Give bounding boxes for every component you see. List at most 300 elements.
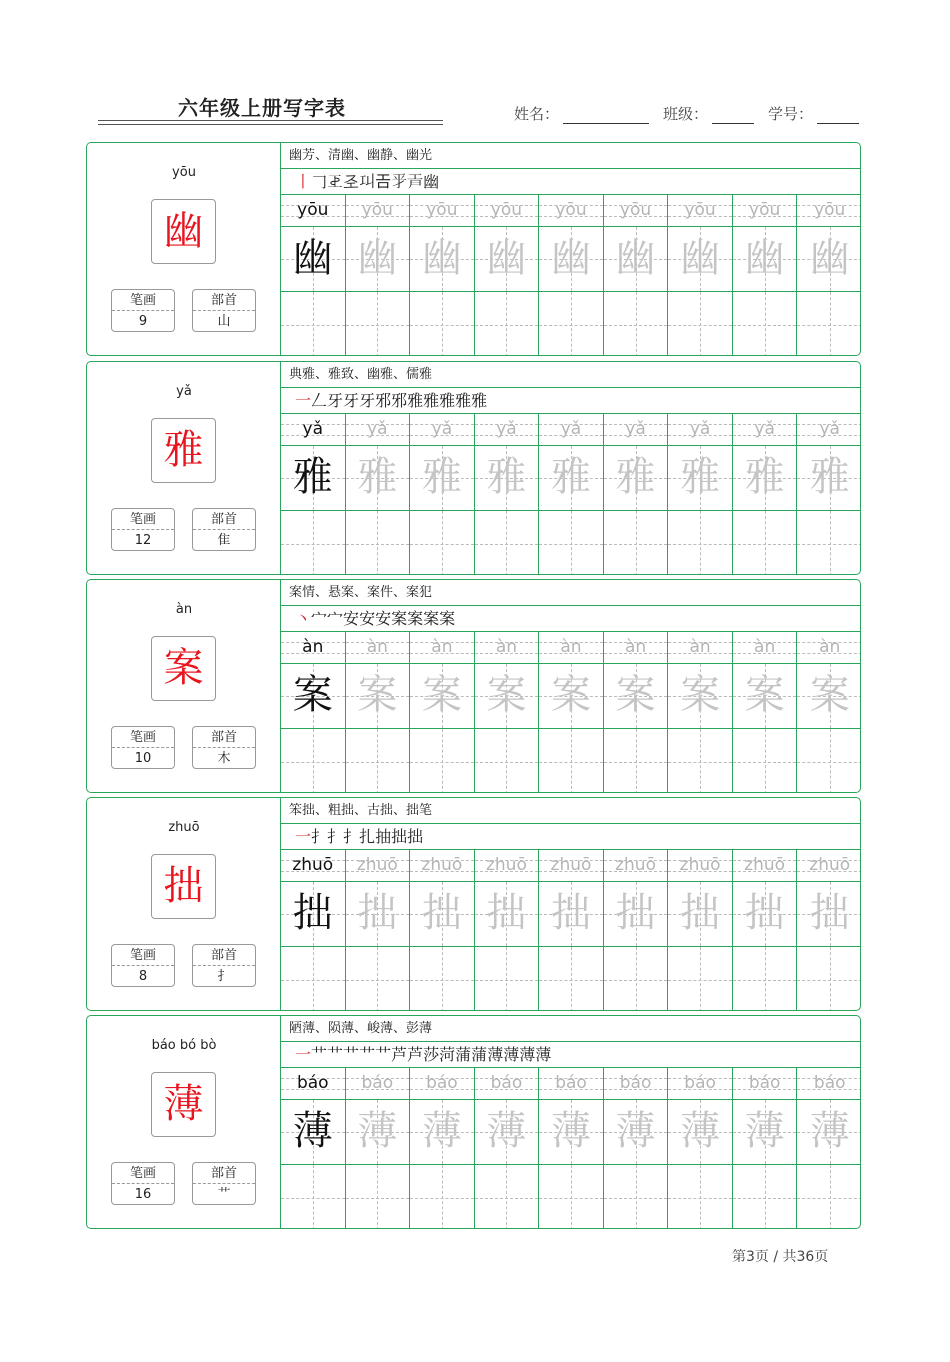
pinyin-band — [475, 1068, 539, 1100]
cell-pinyin: zhuō — [615, 855, 656, 875]
stroke-step: 艹 — [311, 1045, 328, 1064]
character-band — [733, 446, 797, 511]
pinyin-band — [797, 195, 861, 227]
character-band — [281, 1100, 345, 1165]
blank-practice-band[interactable] — [539, 292, 603, 356]
practice-panel — [281, 1016, 861, 1228]
stroke-step: 安 — [359, 609, 376, 628]
tian-guide-line — [733, 1198, 797, 1199]
blank-practice-band[interactable] — [410, 511, 474, 575]
trace-cell[interactable] — [604, 850, 669, 1011]
blank-practice-band[interactable] — [346, 511, 410, 575]
tian-guide-line — [604, 762, 668, 763]
blank-practice-band[interactable] — [539, 947, 603, 1011]
blank-practice-band[interactable] — [668, 947, 732, 1011]
character-band — [281, 227, 345, 292]
blank-practice-band[interactable] — [733, 292, 797, 356]
pinyin-band — [281, 195, 345, 227]
blank-practice-band[interactable] — [410, 292, 474, 356]
stroke-step: 安 — [375, 609, 392, 628]
trace-character: 薄 — [486, 1108, 527, 1154]
student-info-fields — [514, 103, 873, 124]
stroke-count-value: 16 — [134, 1187, 152, 1202]
stroke-count-box — [111, 1162, 175, 1205]
trace-cell[interactable] — [475, 195, 540, 356]
blank-practice-band[interactable] — [475, 729, 539, 793]
cell-pinyin: àn — [754, 637, 776, 657]
trace-cell[interactable] — [346, 850, 411, 1011]
stroke-step: 雅 — [471, 391, 488, 410]
page-header — [0, 0, 950, 140]
trace-cell[interactable] — [797, 414, 861, 575]
card-info-panel — [87, 798, 281, 1010]
stroke-step: 案 — [423, 609, 440, 628]
number-field — [768, 103, 859, 124]
trace-character: 案 — [357, 672, 398, 718]
character-band — [733, 882, 797, 947]
class-blank[interactable] — [712, 106, 754, 124]
character-band — [410, 227, 474, 292]
blank-practice-band[interactable] — [281, 292, 345, 356]
trace-cell[interactable] — [733, 632, 798, 793]
trace-cell[interactable] — [539, 850, 604, 1011]
trace-character: 幽 — [744, 235, 785, 281]
trace-character: 幽 — [615, 235, 656, 281]
tian-guide-line — [410, 762, 474, 763]
stroke-count-box — [111, 508, 175, 551]
cell-pinyin: báo — [361, 1073, 394, 1093]
name-blank[interactable] — [563, 106, 649, 124]
trace-character: 薄 — [421, 1108, 462, 1154]
stroke-step: 薄 — [519, 1045, 536, 1064]
pinyin-band — [346, 1068, 410, 1100]
pinyin-band — [410, 632, 474, 664]
stroke-count-value: 8 — [138, 969, 148, 984]
cell-pinyin: báo — [490, 1073, 523, 1093]
radical-value: 艹 — [217, 1187, 231, 1202]
trace-cell[interactable] — [668, 1068, 733, 1229]
character-band — [733, 1100, 797, 1165]
pinyin-band — [733, 632, 797, 664]
trace-cell[interactable] — [539, 1068, 604, 1229]
stroke-step: 菏 — [439, 1045, 456, 1064]
pinyin-band — [733, 195, 797, 227]
practice-panel — [281, 362, 861, 574]
character-band — [668, 664, 732, 729]
stroke-count-value: 12 — [134, 533, 152, 548]
stroke-step: 一 — [295, 391, 312, 410]
pinyin-band — [539, 195, 603, 227]
example-words: 案情、悬案、案件、案犯 — [281, 580, 861, 606]
radical-value: 木 — [217, 751, 231, 766]
pinyin-band — [539, 414, 603, 446]
blank-practice-band[interactable] — [475, 1165, 539, 1229]
pinyin-band — [604, 632, 668, 664]
featured-character: 雅 — [163, 427, 204, 473]
trace-character: 薄 — [550, 1108, 591, 1154]
blank-practice-band[interactable] — [410, 1165, 474, 1229]
trace-character: 雅 — [809, 454, 850, 500]
stroke-step: 牙 — [327, 391, 344, 410]
character-band — [475, 1100, 539, 1165]
stroke-step: 蒲 — [455, 1045, 472, 1064]
character-band — [346, 446, 410, 511]
example-words: 典雅、雅致、幽雅、儒雅 — [281, 362, 861, 388]
tian-guide-line — [604, 980, 668, 981]
blank-practice-band[interactable] — [281, 511, 345, 575]
pinyin-band — [668, 632, 732, 664]
trace-cell[interactable] — [733, 414, 798, 575]
tian-guide-line — [346, 325, 410, 326]
blank-practice-band[interactable] — [797, 511, 861, 575]
trace-cell[interactable] — [539, 632, 604, 793]
trace-character: 幽 — [550, 235, 591, 281]
trace-character: 雅 — [357, 454, 398, 500]
blank-practice-band[interactable] — [797, 1165, 861, 1229]
stroke-step: 𠃌 — [311, 172, 328, 191]
trace-character: 案 — [421, 672, 462, 718]
trace-cell[interactable] — [797, 632, 861, 793]
stroke-count-box — [111, 289, 175, 332]
stroke-step: 雅 — [423, 391, 440, 410]
blank-practice-band[interactable] — [281, 729, 345, 793]
featured-character: 案 — [163, 645, 204, 691]
blank-practice-band[interactable] — [539, 511, 603, 575]
stroke-step: 一 — [295, 827, 312, 846]
blank-practice-band[interactable] — [604, 511, 668, 575]
trace-cell[interactable] — [668, 632, 733, 793]
stroke-step: 雅 — [455, 391, 472, 410]
trace-cell[interactable] — [410, 195, 475, 356]
cell-pinyin: yōu — [684, 200, 716, 220]
blank-practice-band[interactable] — [733, 729, 797, 793]
cell-pinyin: yōu — [361, 200, 393, 220]
tian-guide-line — [539, 325, 603, 326]
trace-cell[interactable] — [733, 1068, 798, 1229]
blank-practice-band[interactable] — [475, 947, 539, 1011]
pinyin-band — [281, 414, 345, 446]
trace-cell[interactable] — [797, 1068, 861, 1229]
trace-cell[interactable] — [604, 1068, 669, 1229]
stroke-step: 薄 — [503, 1045, 520, 1064]
trace-character: 幽 — [486, 235, 527, 281]
cell-pinyin: yǎ — [431, 419, 453, 439]
title-underline — [98, 120, 443, 121]
cell-pinyin: báo — [748, 1073, 781, 1093]
cell-pinyin: yǎ — [689, 419, 711, 439]
pinyin-band — [281, 1068, 345, 1100]
cell-pinyin: yōu — [490, 200, 523, 220]
tian-guide-line — [281, 544, 345, 545]
stroke-step: 丨 — [295, 172, 312, 191]
blank-practice-band[interactable] — [346, 729, 410, 793]
pinyin-band — [346, 195, 410, 227]
character-band — [281, 882, 345, 947]
name-label: 姓名： — [514, 105, 560, 123]
stroke-step: 案 — [407, 609, 424, 628]
cell-pinyin: yǎ — [754, 419, 775, 439]
trace-cell[interactable] — [475, 414, 540, 575]
stroke-count-label: 笔画 — [112, 1163, 174, 1184]
stroke-count-value: 9 — [138, 314, 148, 329]
stroke-step: 扎 — [359, 827, 376, 846]
tian-guide-line — [475, 980, 539, 981]
cell-pinyin: báo — [296, 1073, 329, 1093]
trace-cell[interactable] — [539, 195, 604, 356]
blank-practice-band[interactable] — [281, 1165, 345, 1229]
tian-guide-line — [797, 1198, 861, 1199]
stroke-step: 幽 — [423, 172, 440, 191]
number-blank[interactable] — [817, 106, 859, 124]
cell-pinyin: báo — [426, 1073, 458, 1093]
blank-practice-band[interactable] — [668, 729, 732, 793]
blank-practice-band[interactable] — [604, 1165, 668, 1229]
stroke-step: 𢀞 — [407, 172, 424, 191]
trace-cell[interactable] — [733, 850, 798, 1011]
trace-cell[interactable] — [733, 195, 798, 356]
pinyin-label: yōu — [172, 165, 196, 180]
cell-pinyin: zhuō — [744, 855, 786, 875]
cell-pinyin: yōu — [619, 200, 652, 220]
stroke-step: 雅 — [407, 391, 424, 410]
radical-value: 山 — [217, 314, 231, 329]
trace-cell[interactable] — [668, 414, 733, 575]
character-band — [475, 882, 539, 947]
character-card — [86, 142, 861, 356]
example-words: 笨拙、粗拙、古拙、拙笔 — [281, 798, 861, 824]
cell-pinyin: yōu — [814, 200, 846, 220]
trace-character: 拙 — [680, 890, 721, 936]
blank-practice-band[interactable] — [281, 947, 345, 1011]
blank-practice-band[interactable] — [733, 1165, 797, 1229]
character-band — [539, 227, 603, 292]
model-cell[interactable] — [281, 195, 346, 356]
trace-cell[interactable] — [797, 850, 861, 1011]
class-field — [663, 103, 754, 124]
blank-practice-band[interactable] — [797, 947, 861, 1011]
stroke-count-label: 笔画 — [112, 727, 174, 748]
trace-character: 雅 — [615, 454, 656, 500]
trace-cell[interactable] — [797, 195, 861, 356]
trace-character: 幽 — [809, 235, 850, 281]
blank-practice-band[interactable] — [410, 947, 474, 1011]
featured-character-box — [151, 636, 216, 701]
blank-practice-band[interactable] — [410, 729, 474, 793]
trace-cell[interactable] — [475, 1068, 540, 1229]
blank-practice-band[interactable] — [604, 729, 668, 793]
blank-practice-band[interactable] — [797, 729, 861, 793]
pinyin-band — [410, 1068, 474, 1100]
card-info-panel — [87, 1016, 281, 1228]
character-band — [410, 446, 474, 511]
character-band — [346, 882, 410, 947]
blank-practice-band[interactable] — [733, 511, 797, 575]
character-band — [346, 1100, 410, 1165]
pinyin-label: àn — [175, 602, 193, 617]
pinyin-band — [539, 850, 603, 882]
trace-cell[interactable] — [475, 632, 540, 793]
stroke-step: 艹 — [343, 1045, 360, 1064]
tian-guide-line — [475, 1198, 539, 1199]
radical-label: 部首 — [193, 945, 255, 966]
pinyin-band — [604, 1068, 668, 1100]
cell-pinyin: zhuō — [550, 855, 592, 875]
stroke-step: 𢀙 — [359, 172, 376, 191]
trace-cell[interactable] — [346, 632, 411, 793]
blank-practice-band[interactable] — [475, 511, 539, 575]
stroke-step: 案 — [391, 609, 408, 628]
blank-practice-band[interactable] — [475, 292, 539, 356]
radical-box — [192, 1162, 256, 1205]
pinyin-band — [475, 850, 539, 882]
trace-cell[interactable] — [539, 414, 604, 575]
blank-practice-band[interactable] — [346, 292, 410, 356]
trace-character: 幽 — [421, 235, 462, 281]
trace-character: 拙 — [809, 890, 850, 936]
trace-character: 案 — [486, 672, 527, 718]
pinyin-band — [668, 1068, 732, 1100]
trace-character: 案 — [680, 672, 721, 718]
trace-cell[interactable] — [410, 850, 475, 1011]
cell-pinyin: àn — [302, 637, 324, 657]
cell-pinyin: zhuō — [356, 855, 398, 875]
featured-character: 拙 — [163, 863, 204, 909]
cell-pinyin: àn — [624, 637, 647, 657]
trace-cell[interactable] — [346, 1068, 411, 1229]
pinyin-band — [604, 195, 668, 227]
radical-box — [192, 944, 256, 987]
tian-guide-line — [475, 762, 539, 763]
stroke-step: 牙 — [343, 391, 360, 410]
trace-cell[interactable] — [346, 195, 411, 356]
model-cell[interactable] — [281, 632, 346, 793]
stroke-step: 案 — [439, 609, 456, 628]
model-character: 雅 — [292, 454, 333, 500]
pinyin-band — [668, 414, 732, 446]
character-band — [410, 882, 474, 947]
pinyin-band — [539, 632, 603, 664]
trace-cell[interactable] — [604, 632, 669, 793]
character-band — [668, 882, 732, 947]
blank-practice-band[interactable] — [346, 1165, 410, 1229]
trace-cell[interactable] — [475, 850, 540, 1011]
character-card — [86, 1015, 861, 1229]
blank-practice-band[interactable] — [604, 947, 668, 1011]
blank-practice-band[interactable] — [539, 729, 603, 793]
character-band — [668, 1100, 732, 1165]
character-band — [733, 664, 797, 729]
stroke-step: 莎 — [423, 1045, 440, 1064]
blank-practice-band[interactable] — [346, 947, 410, 1011]
trace-cell[interactable] — [604, 414, 669, 575]
character-band — [797, 882, 861, 947]
cell-pinyin: yǎ — [367, 419, 388, 439]
radical-value: 隹 — [217, 533, 231, 548]
trace-character: 拙 — [744, 890, 785, 936]
card-info-panel — [87, 362, 281, 574]
number-label: 学号： — [768, 105, 814, 123]
blank-practice-band[interactable] — [733, 947, 797, 1011]
character-band — [604, 446, 668, 511]
trace-character: 雅 — [421, 454, 462, 500]
trace-cell[interactable] — [668, 195, 733, 356]
page-title: 六年级上册写字表 — [178, 96, 346, 120]
pinyin-label: yǎ — [176, 384, 192, 399]
tian-guide-line — [410, 544, 474, 545]
trace-cell[interactable] — [410, 414, 475, 575]
cell-pinyin: àn — [495, 637, 518, 657]
blank-practice-band[interactable] — [539, 1165, 603, 1229]
stroke-step: 𢀝 — [391, 172, 408, 191]
stroke-order-row — [281, 1042, 861, 1068]
stroke-step: 薄 — [487, 1045, 504, 1064]
pinyin-band — [668, 195, 732, 227]
tian-guide-line — [604, 325, 668, 326]
trace-cell[interactable] — [410, 1068, 475, 1229]
blank-practice-band[interactable] — [668, 292, 732, 356]
character-band — [668, 227, 732, 292]
stroke-step: 艹 — [375, 1045, 392, 1064]
character-band — [539, 446, 603, 511]
trace-cell[interactable] — [668, 850, 733, 1011]
blank-practice-band[interactable] — [668, 511, 732, 575]
trace-cell[interactable] — [346, 414, 411, 575]
model-cell[interactable] — [281, 1068, 346, 1229]
cell-pinyin: àn — [366, 637, 388, 657]
model-cell[interactable] — [281, 850, 346, 1011]
model-cell[interactable] — [281, 414, 346, 575]
tian-guide-line — [668, 980, 732, 981]
tian-guide-line — [281, 325, 345, 326]
trace-cell[interactable] — [604, 195, 669, 356]
pinyin-band — [346, 632, 410, 664]
featured-character-box — [151, 1072, 216, 1137]
card-info-panel — [87, 580, 281, 792]
tian-guide-line — [346, 544, 410, 545]
trace-character: 薄 — [615, 1108, 656, 1154]
trace-cell[interactable] — [410, 632, 475, 793]
blank-practice-band[interactable] — [668, 1165, 732, 1229]
character-band — [797, 1100, 861, 1165]
tian-guide-line — [410, 325, 474, 326]
trace-character: 幽 — [680, 235, 721, 281]
stroke-step: 雅 — [439, 391, 456, 410]
pinyin-band — [797, 414, 861, 446]
cell-pinyin: zhuō — [809, 855, 851, 875]
stroke-step: 拙 — [407, 827, 424, 846]
stroke-count-label: 笔画 — [112, 945, 174, 966]
pinyin-band — [475, 195, 539, 227]
pinyin-band — [604, 414, 668, 446]
radical-box — [192, 726, 256, 769]
cell-pinyin: àn — [560, 637, 582, 657]
cell-pinyin: zhuō — [679, 855, 721, 875]
stroke-step: 牙 — [359, 391, 376, 410]
character-card — [86, 797, 861, 1011]
tian-guide-line — [346, 980, 410, 981]
cell-pinyin: zhuō — [485, 855, 527, 875]
blank-practice-band[interactable] — [604, 292, 668, 356]
tian-guide-line — [281, 1198, 345, 1199]
trace-character: 薄 — [809, 1108, 850, 1154]
radical-box — [192, 289, 256, 332]
stroke-count-label: 笔画 — [112, 290, 174, 311]
cell-pinyin: àn — [431, 637, 453, 657]
title-underline-2 — [98, 124, 443, 125]
blank-practice-band[interactable] — [797, 292, 861, 356]
stroke-step: 一 — [295, 1045, 312, 1064]
writing-grid — [281, 414, 861, 575]
